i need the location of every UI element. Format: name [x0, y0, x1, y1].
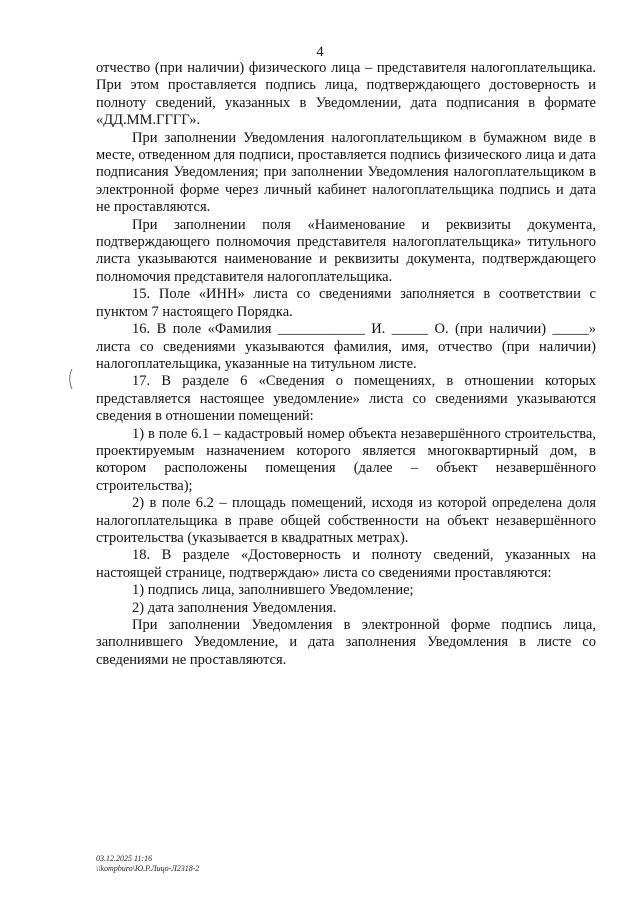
- paragraph-18-item-2: 2) дата заполнения Уведомления.: [132, 599, 337, 616]
- paragraph-paper-form: При заполнении Уведомления налогоплательщиком в бумажном виде в месте, отведенном для подписи, проставляется подпись физического лица и дата подписания Уведомления; при заполнении Уведомления налогоплательщиком в электронной форме через личный кабинет налогоплательщика подпись и дата не проставляются.: [96, 129, 596, 216]
- footer-file-path: \\kompburo\Ю.Р.Лицо-Л2318-2: [96, 864, 200, 873]
- paragraph-17-item-2: 2) в поле 6.2 – площадь помещений, исходя из которой определена доля налогоплательщика в праве общей собственности на объект незавершённого строительства (указывается в квадратных метрах).: [96, 495, 596, 546]
- paragraph-18-confirmation: 18. В разделе «Достоверность и полноту сведений, указанных на настоящей странице, подтверждаю» листа со сведениями проставляются:: [96, 547, 596, 581]
- paragraph-16-fio: 16. В поле «Фамилия ____________ И. _____ О. (при наличии) _____» листа со сведениями указываются фамилия, имя, отчество (при наличии) налогоплательщика, указанные на титульном листе.: [96, 321, 596, 372]
- page-number: 4: [316, 44, 324, 60]
- paragraph-17-section-6: 17. В разделе 6 «Сведения о помещениях, в отношении которых представляется настоящее уведомление» листа со сведениями указываются сведения в отношении помещений:: [96, 373, 596, 425]
- paragraph-18-item-1: 1) подпись лица, заполнившего Уведомление;: [132, 582, 414, 599]
- document-body: [96, 60, 596, 669]
- paragraph-electronic-form: При заполнении Уведомления в электронной форме подпись лица, заполнившего Уведомление, и дата заполнения Уведомления в листе со сведениями не проставляются.: [96, 617, 596, 668]
- paragraph-representative-documents: При заполнении поля «Наименование и реквизиты документа, подтверждающего полномочия представителя налогоплательщика» титульного листа указываются наименование и реквизиты документа, подтверждающего полномочия представителя налогоплательщика.: [96, 216, 596, 285]
- paragraph-17-item-1: 1) в поле 6.1 – кадастровый номер объекта незавершённого строительства, проектируемым назначением которого является многоквартирный дом, в котором расположены помещения (далее – объект незавершённого строительства);: [96, 425, 596, 494]
- document-footer: [96, 854, 199, 874]
- margin-mark: [68, 368, 74, 390]
- footer-timestamp: 03.12.2025 11:16: [96, 854, 153, 863]
- paragraph-15-inn: 15. Поле «ИНН» листа со сведениями заполняется в соответствии с пунктом 7 настоящего Порядка.: [96, 286, 596, 320]
- paragraph-signature-format: отчество (при наличии) физического лица – представителя налогоплательщика. При этом проставляется подпись лица, подтверждающего достоверность и полноту сведений, указанных в Уведомлении, дата подписания в формате «ДД.ММ.ГГГГ».: [96, 60, 596, 129]
